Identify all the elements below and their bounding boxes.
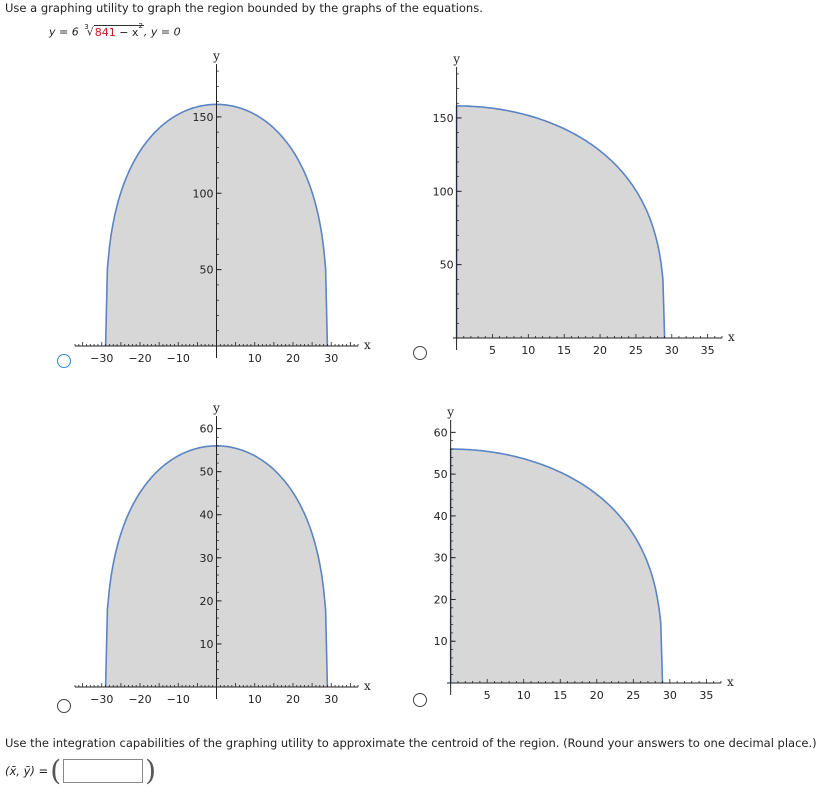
- y-axis-label-3: y: [213, 401, 220, 415]
- x-tick-label-4: 10: [516, 689, 531, 702]
- y-tick-label-3: 30: [199, 551, 214, 565]
- x-tick-label-4: 20: [589, 689, 604, 702]
- x-tick-label-3: 30: [324, 693, 339, 706]
- x-axis-label-2: x: [728, 330, 735, 344]
- radicand-rest: − x: [115, 25, 139, 39]
- x-tick-label-3: 10: [247, 693, 262, 706]
- y-axis-label-1: y: [213, 49, 220, 63]
- x-tick-label-2: 10: [521, 344, 536, 357]
- y-tick-label-2: 50: [439, 258, 454, 272]
- x-tick-label-1: 10: [247, 352, 262, 365]
- y-tick-label-2: 100: [432, 185, 454, 199]
- equation-lhs: y = 6: [49, 25, 79, 39]
- y-tick-label-1: 150: [192, 110, 214, 124]
- x-tick-label-4: 25: [626, 689, 641, 702]
- y-tick-label-3: 60: [199, 422, 214, 436]
- root-index: 3: [84, 22, 89, 31]
- x-tick-label-2: 25: [628, 344, 643, 357]
- y-tick-label-3: 50: [199, 465, 214, 479]
- y-tick-label-4: 20: [433, 593, 448, 607]
- option-a-radio[interactable]: [57, 354, 71, 368]
- region-fill-4: [451, 449, 663, 683]
- x-tick-label-1: 20: [285, 352, 300, 365]
- radicand-number: 841: [94, 25, 116, 39]
- centroid-question: Use the integration capabilities of the graphing utility to approximate the centroid of the region. (Round your answers to one decimal place.): [5, 736, 817, 750]
- y-axis-label-4: y: [447, 405, 455, 419]
- x-tick-label-3: −10: [166, 693, 190, 706]
- region-fill-2: [457, 106, 665, 338]
- x-axis-label-4: x: [727, 675, 734, 689]
- y-tick-label-2: 150: [432, 111, 454, 125]
- x-tick-label-2: 5: [488, 344, 496, 357]
- x-tick-label-4: 30: [662, 689, 677, 702]
- y-tick-label-1: 50: [199, 263, 214, 277]
- y-tick-label-3: 10: [199, 637, 214, 651]
- y-tick-label-3: 40: [199, 508, 214, 522]
- x-axis-label-3: x: [364, 679, 371, 693]
- x-tick-label-3: −20: [128, 693, 152, 706]
- centroid-label: (x̄, ȳ) =: [5, 764, 49, 778]
- x-tick-label-2: 35: [700, 344, 715, 357]
- y-tick-label-4: 30: [433, 551, 448, 565]
- open-paren: (: [50, 754, 62, 787]
- x-tick-label-2: 30: [664, 344, 679, 357]
- x-tick-label-2: 20: [593, 344, 608, 357]
- option-d-radio[interactable]: [413, 693, 427, 707]
- x-tick-label-4: 35: [699, 689, 714, 702]
- radical-sign-icon: √: [86, 25, 94, 39]
- exponent: 2: [138, 22, 143, 30]
- y-tick-label-4: 60: [433, 426, 448, 440]
- y-tick-label-4: 10: [433, 635, 448, 649]
- y-tick-label-3: 20: [199, 594, 214, 608]
- centroid-input[interactable]: [63, 759, 143, 783]
- y-tick-label-4: 50: [433, 468, 448, 482]
- x-tick-label-1: −20: [128, 352, 152, 365]
- equation-rest: , y = 0: [143, 25, 181, 39]
- x-tick-label-3: −30: [90, 693, 114, 706]
- y-tick-label-1: 100: [192, 187, 214, 201]
- x-tick-label-1: 30: [324, 352, 339, 365]
- x-tick-label-4: 15: [553, 689, 568, 702]
- y-axis-label-2: y: [453, 52, 460, 66]
- x-tick-label-2: 15: [557, 344, 572, 357]
- option-b-radio[interactable]: [413, 346, 427, 360]
- option-c-radio[interactable]: [57, 699, 71, 713]
- x-tick-label-1: −30: [90, 352, 114, 365]
- x-axis-label-1: x: [364, 338, 371, 352]
- answer-row: [5, 756, 158, 786]
- x-tick-label-3: 20: [285, 693, 300, 706]
- x-tick-label-1: −10: [166, 352, 190, 365]
- x-tick-label-4: 5: [483, 689, 491, 702]
- question-prompt: Use a graphing utility to graph the region bounded by the graphs of the equations.: [5, 1, 483, 15]
- y-tick-label-4: 40: [433, 509, 448, 523]
- close-paren: ): [145, 754, 157, 787]
